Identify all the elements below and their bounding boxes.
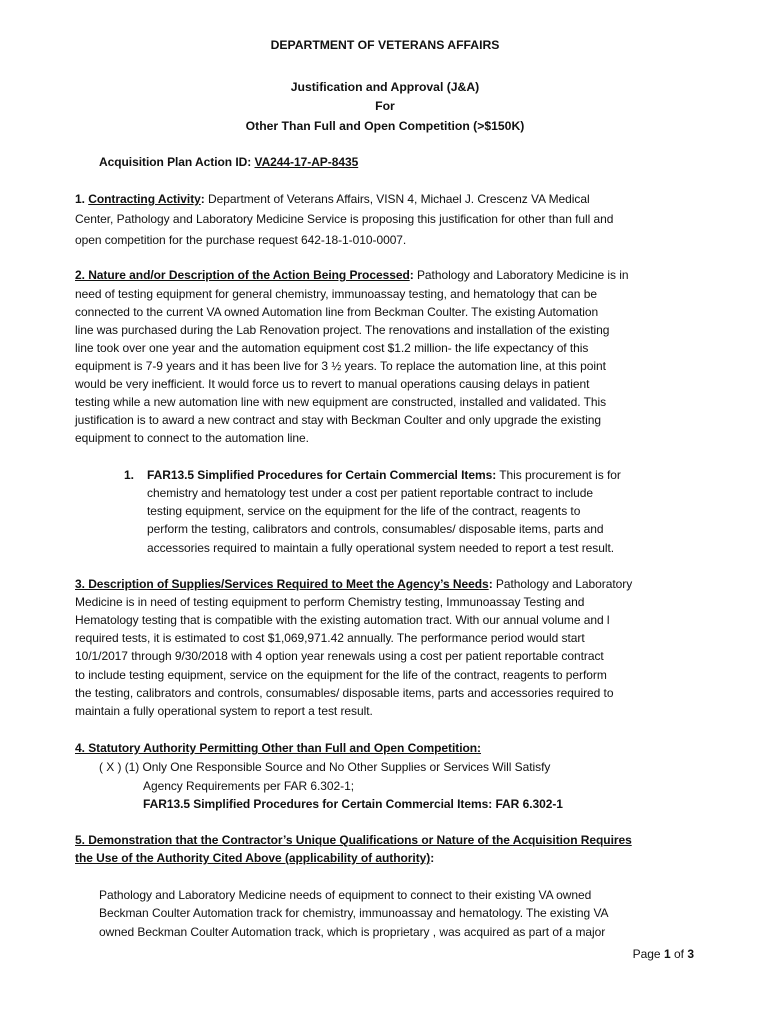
section-2-line: line took over one year and the automation equipment cost $1.2 million- the life expectancy of this: [75, 341, 589, 355]
list-item-line: perform the testing, calibrators and controls, consumables/ disposable items, parts and: [147, 522, 604, 536]
section-3-colon: :: [488, 577, 493, 591]
list-item-index: 1.: [124, 468, 134, 482]
section-3-line: the testing, calibrators and controls, consumables/ disposable items, parts and accessories required to: [75, 686, 614, 700]
section-3-line-1: [75, 577, 632, 591]
section-5-heading: the Use of the Authority Cited Above (applicability of authority): [75, 851, 431, 865]
section-2-line: would be very inefficient. It would force us to revert to manual operations causing delays in patient: [75, 377, 590, 391]
section-4-heading: 4. Statutory Authority Permitting Other than Full and Open Competition:: [75, 741, 482, 755]
section-2-text: Pathology and Laboratory Medicine is in: [413, 268, 629, 282]
title-line-3: Other Than Full and Open Competition (>$150K): [245, 119, 525, 133]
acquisition-plan-line: [99, 155, 358, 169]
list-item-heading: FAR13.5 Simplified Procedures for Certain Commercial Items:: [147, 468, 497, 482]
section-1-number: 1.: [75, 192, 89, 206]
section-2-line: equipment to connect to the automation line.: [75, 431, 309, 445]
section-3-heading: 3. Description of Supplies/Services Required to Meet the Agency’s Needs: [75, 577, 489, 591]
list-item-line-1: [147, 468, 621, 482]
page-label: Page: [632, 947, 664, 961]
section-3-line: Hematology testing that is compatible with the existing automation tract. With our annual volume and l: [75, 613, 610, 627]
section-5-heading-line-2: [75, 851, 434, 865]
list-item-line: chemistry and hematology test under a cost per patient reportable contract to include: [147, 486, 594, 500]
section-2-line: line was purchased during the Lab Renovation project. The renovations and installation of the existing: [75, 323, 610, 337]
section-3-line: maintain a fully operational system to report a test result.: [75, 704, 373, 718]
section-1-line-2: Center, Pathology and Laboratory Medicine Service is proposing this justification for other than full and: [75, 212, 614, 226]
section-1-colon: :: [200, 192, 205, 206]
section-3-line: 10/1/2017 through 9/30/2018 with 4 option year renewals using a cost per patient reportable contract: [75, 649, 604, 663]
page-of: of: [670, 947, 688, 961]
section-1-text: Department of Veterans Affairs, VISN 4, Michael J. Crescenz VA Medical: [204, 192, 590, 206]
section-2-line: testing while a new automation line with new equipment are constructed, installed and validated. This: [75, 395, 607, 409]
section-5-line: Beckman Coulter Automation track for chemistry, immunoassay and hematology. The existing VA: [99, 906, 609, 920]
total-pages: 3: [687, 947, 694, 961]
section-5-colon: :: [430, 851, 435, 865]
section-4-line-3: FAR13.5 Simplified Procedures for Certain Commercial Items: FAR 6.302-1: [143, 797, 563, 811]
section-2-colon: :: [409, 268, 414, 282]
department-heading: DEPARTMENT OF VETERANS AFFAIRS: [270, 38, 500, 52]
acquisition-label: Acquisition Plan Action ID:: [99, 155, 255, 169]
acquisition-id: VA244-17-AP-8435: [254, 155, 359, 169]
page-number: [633, 947, 694, 961]
section-2-line-1: [75, 268, 628, 282]
section-3-line: to include testing equipment, service on the equipment for the life of the contract, reagents to perform: [75, 668, 607, 682]
section-2-line: connected to the current VA owned Automation line from Beckman Coulter. The existing Automation: [75, 305, 599, 319]
section-4-line-1: ( X ) (1) Only One Responsible Source and No Other Supplies or Services Will Satisfy: [99, 760, 551, 774]
section-5-heading-line-1: 5. Demonstration that the Contractor’s Unique Qualifications or Nature of the Acquisition Requires: [75, 833, 632, 847]
list-item-text: This procurement is for: [496, 468, 621, 482]
section-3-line: Medicine is in need of testing equipment to perform Chemistry testing, Immunoassay Testing and: [75, 595, 585, 609]
section-3-text: Pathology and Laboratory: [492, 577, 633, 591]
section-2-line: justification is to award a new contract and stay with Beckman Coulter and only upgrade the existing: [75, 413, 601, 427]
section-1-line-1: [75, 192, 590, 206]
section-5-line: owned Beckman Coulter Automation track, which is proprietary , was acquired as part of a major: [99, 925, 606, 939]
current-page: 1: [663, 947, 671, 961]
section-1-heading: Contracting Activity: [88, 192, 201, 206]
section-3-line: required tests, it is estimated to cost $1,069,971.42 annually. The performance period would start: [75, 631, 585, 645]
section-4-line-2: Agency Requirements per FAR 6.302-1;: [143, 779, 354, 793]
section-1-line-3: open competition for the purchase request 642-18-1-010-0007.: [75, 233, 407, 247]
title-line-2: For: [375, 99, 395, 113]
section-2-line: need of testing equipment for general chemistry, immunoassay testing, and hematology that can be: [75, 287, 597, 301]
list-item-line: testing equipment, service on the equipment for the life of the contract, reagents to: [147, 504, 581, 518]
section-2-line: equipment is 7-9 years and it has been live for 3 ½ years. To replace the automation line, at this point: [75, 359, 606, 373]
section-2-heading: 2. Nature and/or Description of the Action Being Processed: [75, 268, 410, 282]
section-5-line: Pathology and Laboratory Medicine needs of equipment to connect to their existing VA owned: [99, 888, 592, 902]
list-item-line: accessories required to maintain a fully operational system needed to report a test result.: [147, 541, 615, 555]
title-line-1: Justification and Approval (J&A): [290, 80, 480, 94]
list-item-number: [124, 468, 134, 482]
